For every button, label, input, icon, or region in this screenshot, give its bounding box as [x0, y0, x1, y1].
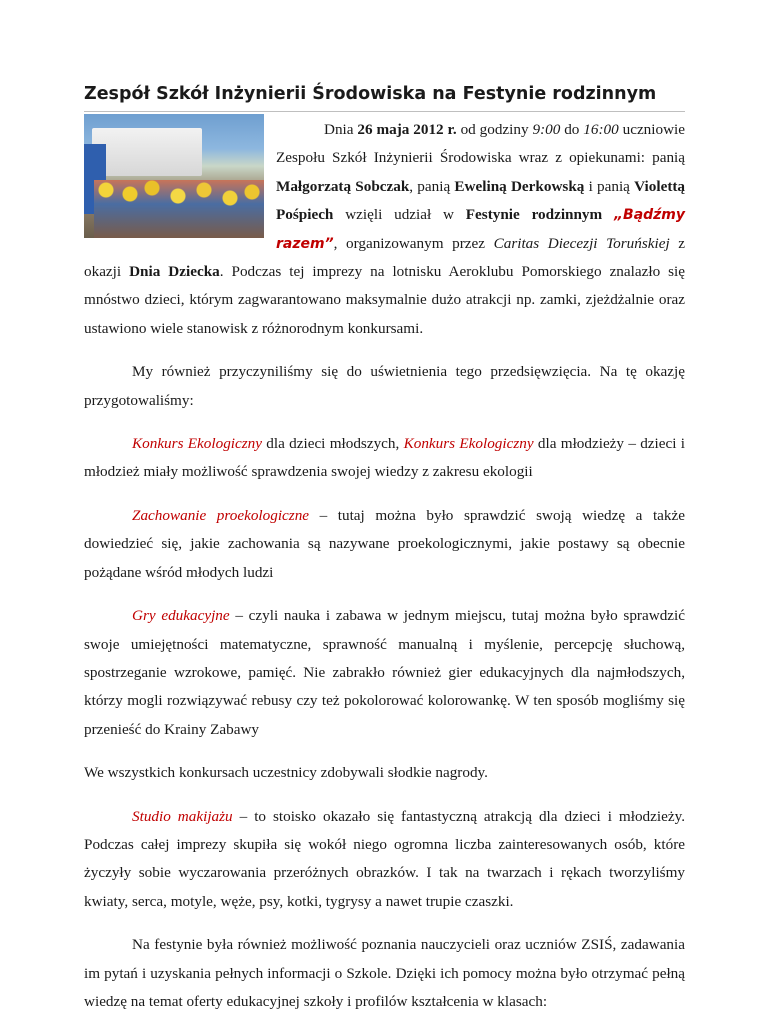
event-slogan: „Bądźmy razem”: [276, 207, 686, 252]
highlight-term: Konkurs Ekologiczny: [403, 435, 534, 453]
article-body: [84, 116, 685, 1031]
paragraph: My również przyczyniliśmy się do uświetnienia tego przedsięwzięcia. Na tę okazję przygotowaliśmy:: [84, 363, 685, 409]
event-date: 26 maja 2012 r.: [357, 121, 457, 138]
organizer-name: Caritas Diecezji Toruńskiej: [493, 234, 670, 252]
teacher-name: Violettą Pośpiech: [276, 177, 686, 224]
time-from: 9:00: [532, 121, 561, 138]
photo-float-space: [84, 116, 276, 244]
highlight-term: Konkurs Ekologiczny: [132, 435, 262, 453]
edu-games-paragraph: Gry edukacyjne – czyli nauka i zabawa w jednym miejscu, tutaj można było sprawdzić swoje umiejętności matematyczne, sprawność manualną i myślenie, percepcję słuchową, spostrzeganie wzrokowe, pamięć. Nie zabrakło również gier edukacyjnych dla najmłodszych, którzy mogli rozwiązywać rebusy czy też pokolorować kolorowankę. W ten sposób mogliśmy się przenieść do Krainy Zabawy: [84, 607, 685, 738]
highlight-term: Gry edukacyjne: [132, 607, 230, 625]
article-title: Zespół Szkół Inżynierii Środowiska na Festynie rodzinnym: [84, 84, 657, 104]
paragraph: Na festynie była również możliwość poznania nauczycieli oraz uczniów ZSIŚ, zadawania im pytań i uzyskania pełnych informacji o Szkole. Dzięki ich pomocy można było otrzymać pełną wiedzę na temat oferty edukacyjnej szkoły i profilów kształcenia w klasach:: [84, 936, 685, 1010]
intro-paragraph: Dnia 26 maja 2012 r. od godziny 9:00 do 16:00 uczniowie Zespołu Szkół Inżynierii Środowiska wraz z opiekunami: panią Małgorzatą Sobczak, panią Eweliną Derkowską i panią Violettą Pośpiech wzięli udział w Festynie rodzinnym „Bądźmy razem”, organizowanym przez Caritas Diecezji Toruńskiej z okazji Dnia Dziecka. Podczas tej imprezy na lotnisku Aeroklubu Pomorskiego znalazło się mnóstwo dzieci, którym zagwarantowano maksymalnie dużo atrakcji np. zamki, zjeżdżalnie oraz ustawiono wiele stanowisk z różnorodnym konkursami.: [84, 121, 686, 337]
highlight-term: Studio makijażu: [132, 807, 233, 825]
makeup-studio-paragraph: Studio makijażu – to stoisko okazało się fantastyczną atrakcją dla dzieci i młodzieży. Podczas całej imprezy skupiła się wokół niego ogromna liczba zainteresowanych osób, które życzyły sobie wyczarowania przeróżnych obrazków. I tak na twarzach i rękach tworzyliśmy kwiaty, serca, motyle, węże, psy, kotki, tygrysy a nawet trupie czaszki.: [84, 807, 685, 910]
teacher-name: Eweliną Derkowską: [454, 177, 585, 195]
eco-contest-paragraph: Konkurs Ekologiczny dla dzieci młodszych, Konkurs Ekologiczny dla młodzieży – dzieci i młodzież miały możliwość sprawdzenia swojej wiedzy z zakresu ekologii: [84, 435, 685, 481]
time-to: 16:00: [583, 121, 619, 138]
title-divider: [84, 111, 685, 112]
highlight-term: Zachowanie proekologiczne: [132, 506, 310, 524]
event-name: Festynie rodzinnym: [465, 206, 603, 224]
eco-behavior-paragraph: Zachowanie proekologiczne – tutaj można było sprawdzić swoją wiedzę a także dowiedzieć się, jakie zachowania są nazywane proekologicznymi, jakie postawy są obecnie pożądane wśród młodych ludzi: [84, 506, 685, 581]
teacher-name: Małgorzatą Sobczak: [276, 177, 410, 195]
prizes-paragraph: We wszystkich konkursach uczestnicy zdobywali słodkie nagrody.: [84, 764, 488, 782]
occasion-name: Dnia Dziecka: [129, 263, 220, 281]
